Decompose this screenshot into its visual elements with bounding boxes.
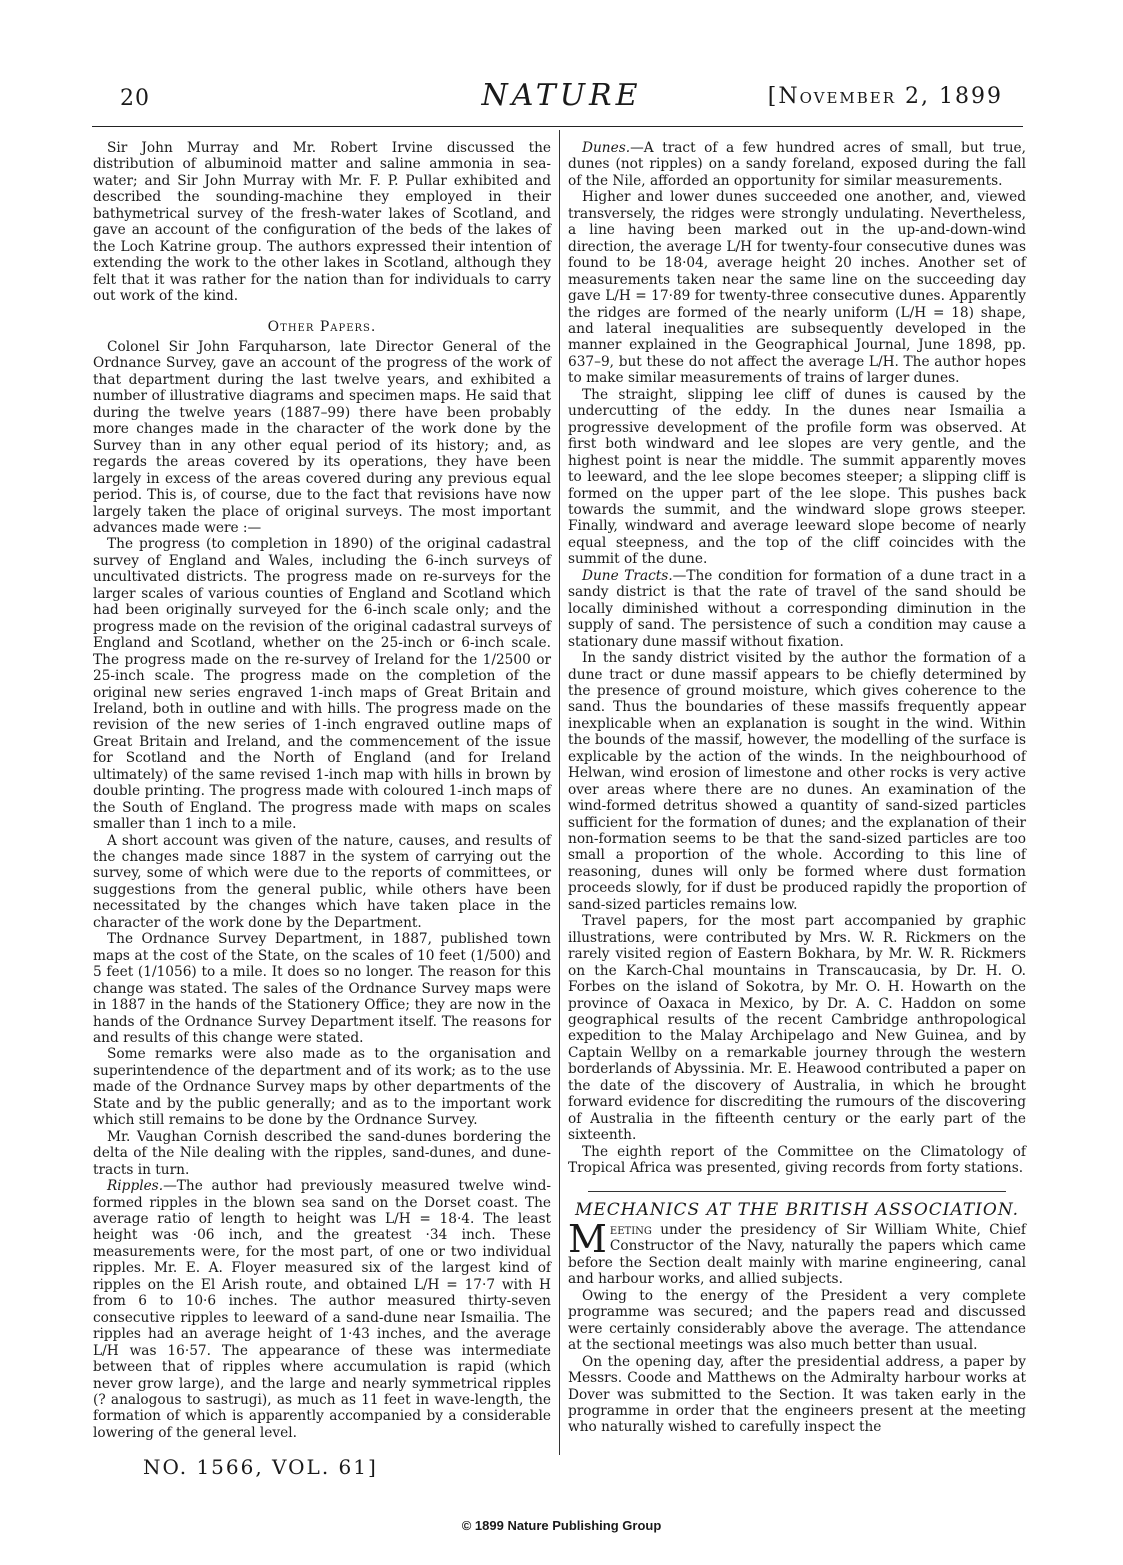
page-header	[0, 80, 1123, 120]
paragraph: Colonel Sir John Farquharson, late Director General of the Ordnance Survey, gave an account of the progress of the work of that department during the last twelve years, and exhibited a number of illustrative diagrams and specimen maps. He said that during the twelve years (1887–99) there have been probably more changes made in the character of the work done by the Survey than in any other equal period of its history; and, as regards the areas covered by its operations, they have been largely in excess of the areas covered during any previous equal period. This is, of course, due to the fact that revisions have now largely taken the place of original surveys. The most important advances made were :—	[93, 338, 551, 536]
paragraph: In the sandy district visited by the author the formation of a dune tract or dune massif appears to be chiefly determined by the presence of ground moisture, which gives coherence to the sand. Thus the boundaries of these massifs frequently appear inexplicable when an explanation is sought in the wind. Within the bounds of the massif, however, the modelling of the surface is explicable by the action of the winds. In the neighbourhood of Helwan, wind erosion of limestone and other rocks is very active over areas where there are no dunes. An examination of the wind-formed detritus showed a quantity of sand-sized particles sufficient for the formation of dunes; and the explanation of their non-formation seems to be that the sand-sized particles are too small a proportion of the whole. According to this line of reasoning, dunes will only be formed where dust formation proceeds slowly, for if dust be produced rapidly the proportion of sand-sized particles remains low.	[568, 650, 1026, 913]
paragraph: Some remarks were also made as to the organisation and superintendence of the department and of its work; as to the use made of the Ordnance Survey maps by other departments of the State and by the public generally; and as to the important work which still remains to be done by the Ordnance Survey.	[93, 1046, 551, 1129]
paragraph-text: —The condition for formation of a dune tract in a sandy district is that the rate of travel of the sand should be locally diminished without a corresponding diminution in the supply of sand. The persistence of such a condition may cause a stationary dune massif without fixation.	[568, 567, 1026, 650]
paragraph: Owing to the energy of the President a very complete programme was secured; and the papers read and discussed were certainly considerably above the average. The attendance at the sectional meetings was also much better than usual.	[568, 1287, 1026, 1354]
copyright-notice: © 1899 Nature Publishing Group	[461, 1518, 662, 1533]
paragraph: A short account was given of the nature, causes, and results of the changes made since 1887 in the system of carrying out the survey, some of which were due to the reports of committees, or suggestions from the general public, while others have been necessitated by the changes which have taken place in the character of the work done by the Department.	[93, 832, 551, 931]
right-column	[568, 140, 1026, 1436]
run-in-label: Dune Tracts.	[582, 567, 673, 584]
paragraph: The eighth report of the Committee on the Climatology of Tropical Africa was presented, giving records from forty stations.	[568, 1143, 1026, 1177]
paragraph: The Ordnance Survey Department, in 1887, published town maps at the cost of the State, on the scales of 10 feet (1/500) and 5 feet (1/1056) to a mile. It does so no longer. The reason for this change was stated. The sales of the Ordnance Survey maps were in 1887 in the hands of the Stationery Office; they are now in the hands of the Ordnance Survey Department itself. The reasons for and results of this change were stated.	[93, 931, 551, 1047]
paragraph: Sir John Murray and Mr. Robert Irvine discussed the distribution of albuminoid matter and saline ammonia in sea-water; and Sir John Murray with Mr. F. P. Pullar exhibited and described the sounding-machine they employed in their bathymetrical survey of the fresh-water lakes of Scotland, and gave an account of the configuration of the beds of the lakes of the Loch Katrine group. The authors expressed their intention of extending the work to the other lakes in Scotland, although they felt that it was rather for the nation than for individuals to carry out work of the kind.	[93, 140, 551, 305]
paragraph	[93, 1178, 551, 1441]
run-in-label: Dunes.	[582, 140, 631, 156]
run-in-label: Ripples.	[107, 1178, 164, 1195]
paragraph: The progress (to completion in 1890) of the original cadastral survey of England and Wales, including the 6-inch surveys of uncultivated districts. The progress made on re-surveys for the larger scales of various counties of England and Scotland which had been originally surveyed for the 6-inch scale only; and the progress made on the revision of the original cadastral surveys of England and Scotland, whether on the 25-inch or 6-inch scale. The progress made on the re-survey of Ireland for the 1/2500 or 25-inch scale. The progress made on the completion of the original new series engraved 1-inch maps of Great Britain and Ireland, both in outline and with hills. The progress made on the revision of the new series of 1-inch engraved outline maps of Great Britain and Ireland, and the commencement of the issue for Scotland and the North of England (and for Ireland ultimately) of the same revised 1-inch map with hills in brown by double printing. The progress made with coloured 1-inch maps of the South of England. The progress made with maps on scales smaller than 1 inch to a mile.	[93, 536, 551, 833]
drop-cap: M	[568, 1217, 607, 1261]
left-column	[93, 140, 551, 1441]
paragraph-text: under the presidency of Sir William White, Chief Constructor of the Navy, naturally the papers which came before the Section dealt mainly with marine engineering, canal and harbour works, and allied subjects.	[568, 1222, 1026, 1288]
paragraph: Travel papers, for the most part accompanied by graphic illustrations, were contributed by Mrs. W. R. Rickmers on the rarely visited region of Eastern Bokhara, by Mr. W. R. Rickmers on the Karch-Chal mountains in Transcaucasia, by Dr. H. O. Forbes on the island of Sokotra, by Mr. O. H. Howarth on the province of Oaxaca in Mexico, by Dr. A. C. Haddon on some geographical results of the recent Cambridge anthropological expedition to the Malay Archipelago and New Guinea, and by Captain Wellby on a remarkable journey through the western borderlands of Abyssinia. Mr. E. Heawood contributed a paper on the date of the discovery of Australia, in which he brought forward evidence for discrediting the rumours of the discovering of Australia in the fifteenth century or the early part of the sixteenth.	[568, 913, 1026, 1144]
paragraph: On the opening day, after the presidential address, a paper by Messrs. Coode and Matthews on the Admiralty harbour works at Dover was submitted to the Section. It was taken early in the programme in order that the engineers present at the meeting who naturally wished to carefully inspect the	[568, 1353, 1026, 1436]
issue-date: [November 2, 1899	[767, 84, 1003, 109]
article-title: MECHANICS AT THE BRITISH ASSOCIATION.	[574, 1199, 1020, 1220]
paragraph: Mr. Vaughan Cornish described the sand-dunes bordering the delta of the Nile dealing with the ripples, sand-dunes, and dune-tracts in turn.	[93, 1128, 551, 1178]
paragraph	[568, 568, 1026, 650]
paragraph: Higher and lower dunes succeeded one another, and, viewed transversely, the ridges were strongly undulating. Nevertheless, a line having been marked out in the up-and-down-wind direction, the average L/H for twenty-four consecutive dunes was found to be 18·04, average height 20 inches. Another set of measurements taken near the same line on the succeeding day gave L/H = 17·89 for twenty-three consecutive dunes. Apparently the ridges are formed of the nearly uniform (L/H = 18) shape, and lateral inequalities are subsequently developed in the manner explained in the Geographical Journal, June 1898, pp. 637–9, but these do not affect the average L/H. The author hopes to make similar measurements of trains of larger dunes.	[568, 189, 1026, 387]
paragraph: The straight, slipping lee cliff of dunes is caused by the undercutting of the eddy. In the dunes near Ismailia a progressive development of the profile form was observed. At first both windward and lee slopes are very gentle, and the highest point is near the middle. The summit apparently moves to leeward, and the lee slope becomes steeper; a slipping cliff is formed on the upper part of the lee slope. This pushes back towards the summit, and the windward slope grows steeper. Finally, windward and average leeward slope become of nearly equal steepness, and the top of the cliff coincides with the summit of the dune.	[568, 386, 1026, 568]
volume-footer: NO. 1566, VOL. 61]	[143, 1455, 378, 1479]
paragraph-text: —The author had previously measured twelve wind-formed ripples in the blown sea sand on the Dorset coast. The average ratio of length to height was L/H = 18·4. The least height was ·06 inch, and the greatest ·34 inch. These measurements were, for the most part, of one or two individual ripples. Mr. E. A. Floyer measured six of the largest kind of ripples on the El Arish route, and obtained L/H = 17·7 with H from 6 to 10·6 inches. The author measured thirty-seven consecutive ripples to leeward of a sand-dune near Ismailia. The ripples had an average height of 1·43 inches, and the average L/H was 16·57. The appearance of these was intermediate between that of ripples where accumulation is rapid (which never grow large), and the large and nearly symmetrical ripples (? analogous to sastrugi), as much as 11 feet in wave-length, the formation of which is apparently accompanied by a considerable lowering of the general level.	[93, 1178, 551, 1441]
paragraph	[568, 140, 1026, 189]
column-divider	[559, 130, 560, 1455]
section-rule	[588, 1191, 1006, 1192]
paragraph-text: —A tract of a few hundred acres of small, but true, dunes (not ripples) on a sandy foreland, exposed during the fall of the Nile, afforded an opportunity for similar measurements.	[568, 140, 1026, 189]
section-heading: Other Papers.	[267, 318, 377, 335]
journal-title: NATURE	[481, 78, 642, 113]
header-rule	[92, 126, 1023, 127]
paragraph	[568, 1217, 1026, 1288]
page-number: 20	[120, 86, 150, 111]
lead-word: eeting	[609, 1222, 652, 1238]
